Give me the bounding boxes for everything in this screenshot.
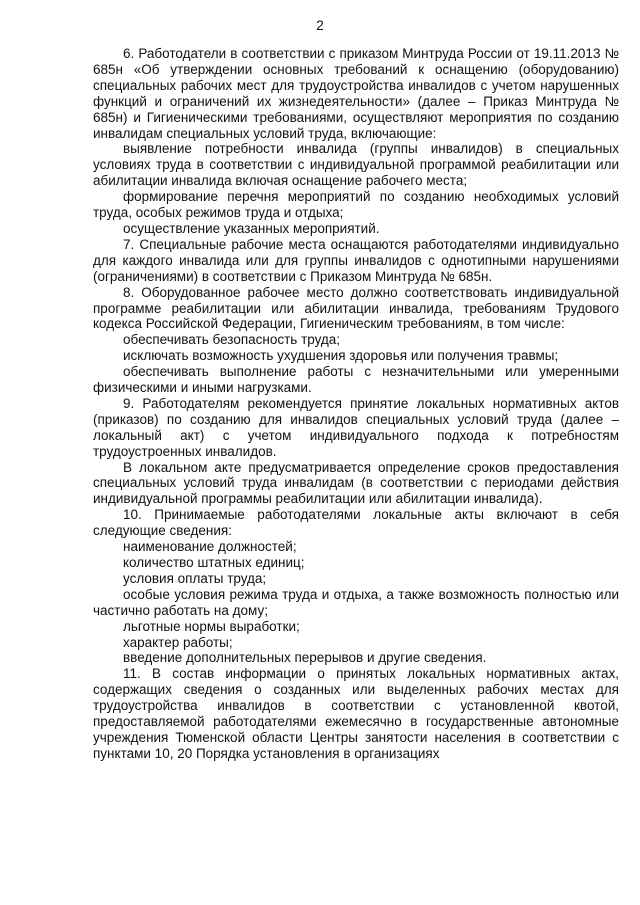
paragraph: 9. Работодателям рекомендуется принятие локальных нормативных актов (приказов) по созданию для инвалидов специальных условий труда (далее – локальный акт) с учетом индивидуального подхода к потребностям трудоустроенных инвалидов.	[93, 395, 619, 459]
document-body	[93, 46, 619, 762]
paragraph: обеспечивать безопасность труда;	[123, 332, 341, 348]
paragraph: условия оплаты труда;	[123, 570, 267, 586]
paragraph: 6. Работодатели в соответствии с приказом Минтруда России от 19.11.2013 № 685н «Об утверждении основных требований к оснащению (оборудованию) специальных рабочих мест для трудоустройства инвалидов с учетом нарушенных функций и ограничений их жизнедеятельности» (далее – Приказ Минтруда № 685н) и Гигиеническими требованиями, осуществляют мероприятия по созданию инвалидам специальных условий труда, включающие:	[93, 46, 619, 141]
paragraph: обеспечивать выполнение работы с незначительными или умеренными физическими и иными нагрузками.	[93, 364, 619, 396]
paragraph: исключать возможность ухудшения здоровья или получения травмы;	[123, 348, 559, 364]
paragraph: введение дополнительных перерывов и другие сведения.	[123, 650, 487, 666]
paragraph: формирование перечня мероприятий по созданию необходимых условий труда, особых режимов труда и отдыха;	[93, 189, 619, 221]
paragraph: В локальном акте предусматривается определение сроков предоставления специальных условий труда инвалидам (в соответствии с периодами действия индивидуальной программы реабилитации или абилитации инвалида).	[93, 459, 619, 507]
paragraph: 11. В состав информации о принятых локальных нормативных актах, содержащих сведения о созданных или выделенных рабочих местах для трудоустройства инвалидов в соответствии с установленной квотой, предоставляемой работодателями ежемесячно в государственные автономные учреждения Тюменской области Центры занятости населения в соответствии с пунктами 10, 20 Порядка установления в организациях	[93, 666, 619, 761]
paragraph: льготные нормы выработки;	[123, 618, 300, 634]
paragraph: 10. Принимаемые работодателями локальные акты включают в себя следующие сведения:	[93, 507, 619, 539]
paragraph: выявление потребности инвалида (группы инвалидов) в специальных условиях труда в соответствии с индивидуальной программой реабилитации или абилитации инвалида включая оснащение рабочего места;	[93, 141, 619, 189]
paragraph: осуществление указанных мероприятий.	[123, 220, 380, 236]
paragraph: характер работы;	[123, 634, 233, 650]
paragraph: 7. Специальные рабочие места оснащаются работодателями индивидуально для каждого инвалида или для группы инвалидов с однотипными нарушениями (ограничениями) в соответствии с Приказом Минтруда № 685н.	[93, 236, 619, 284]
paragraph: 8. Оборудованное рабочее место должно соответствовать индивидуальной программе реабилитации или абилитации инвалида, требованиям Трудового кодекса Российской Федерации, Гигиеническим требованиям, в том числе:	[93, 284, 619, 332]
paragraph: особые условия режима труда и отдыха, а также возможность полностью или частично работать на дому;	[93, 586, 619, 618]
paragraph: количество штатных единиц;	[123, 555, 305, 570]
paragraph: наименование должностей;	[123, 539, 297, 555]
page-number: 2	[316, 18, 324, 33]
